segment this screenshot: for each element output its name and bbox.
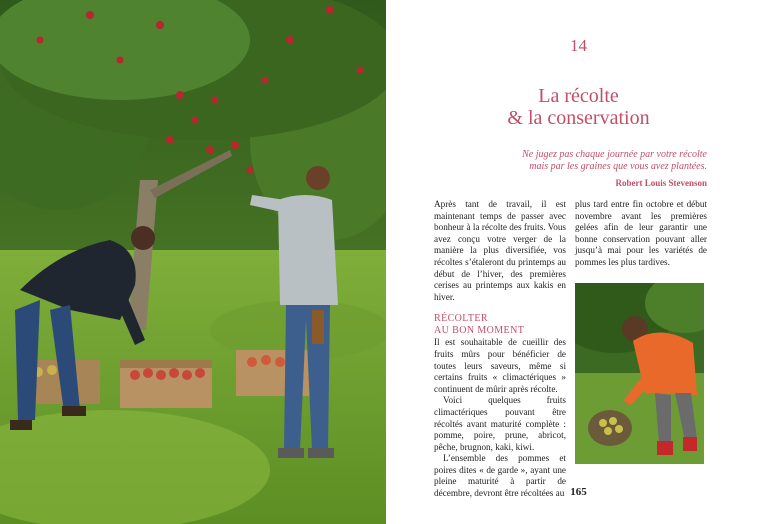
section-heading-line2: AU BON MOMENT: [434, 324, 525, 336]
epigraph-author: Robert Louis Stevenson: [615, 178, 707, 188]
right-column-paragraph: plus tard entre fin octobre et début novembre avant les premières gelées afin de leur garantir une bonne conservation pouvant aller jusqu’à mai pour les variétés de pommes les plus tardives.: [575, 199, 707, 267]
epigraph-quote: [457, 149, 707, 173]
epigraph-line1: Ne jugez pas chaque journée par votre récolte: [522, 149, 707, 160]
section-heading: [434, 313, 566, 336]
text-column-left: [434, 199, 566, 500]
intro-paragraph: Après tant de travail, il est maintenant temps de passer avec bonheur à la récolte des fruits. Vous avez conçu votre verger de la manière la plus diversifiée, vos récoltes s’étaleront du printemps au début de l’hiver, des premières cerises au printemps aux kakis en hiver.: [434, 199, 566, 302]
section-paragraph-3: L’ensemble des pommes et poires dites « de garde », ayant une pleine maturité à partir de décembre, devront être récoltées au: [434, 453, 566, 499]
epigraph-line2: mais par les graines que vous avez plantées.: [529, 161, 707, 172]
section-heading-line1: RÉCOLTER: [434, 313, 488, 325]
chapter-title: [386, 85, 771, 129]
child-harvest-photo: [575, 283, 704, 464]
section-paragraph-1: Il est souhaitable de cueillir des fruits mûrs pour bénéficier de toutes leurs saveurs, même si certains fruits « climactériques » continuent de mûrir après récolte.: [434, 337, 566, 394]
chapter-number: 14: [570, 36, 587, 55]
chapter-title-line2: & la conservation: [507, 107, 650, 129]
section-paragraph-2: Voici quelques fruits climactériques pouvant être récoltés avant maturité complète : pomme, poire, prune, abricot, pêche, brugnon, kaki, kiwi.: [434, 395, 566, 452]
page-number: 165: [570, 486, 587, 498]
chapter-title-line1: La récolte: [538, 85, 619, 107]
right-page: [386, 0, 771, 524]
text-column-right: [575, 199, 707, 269]
